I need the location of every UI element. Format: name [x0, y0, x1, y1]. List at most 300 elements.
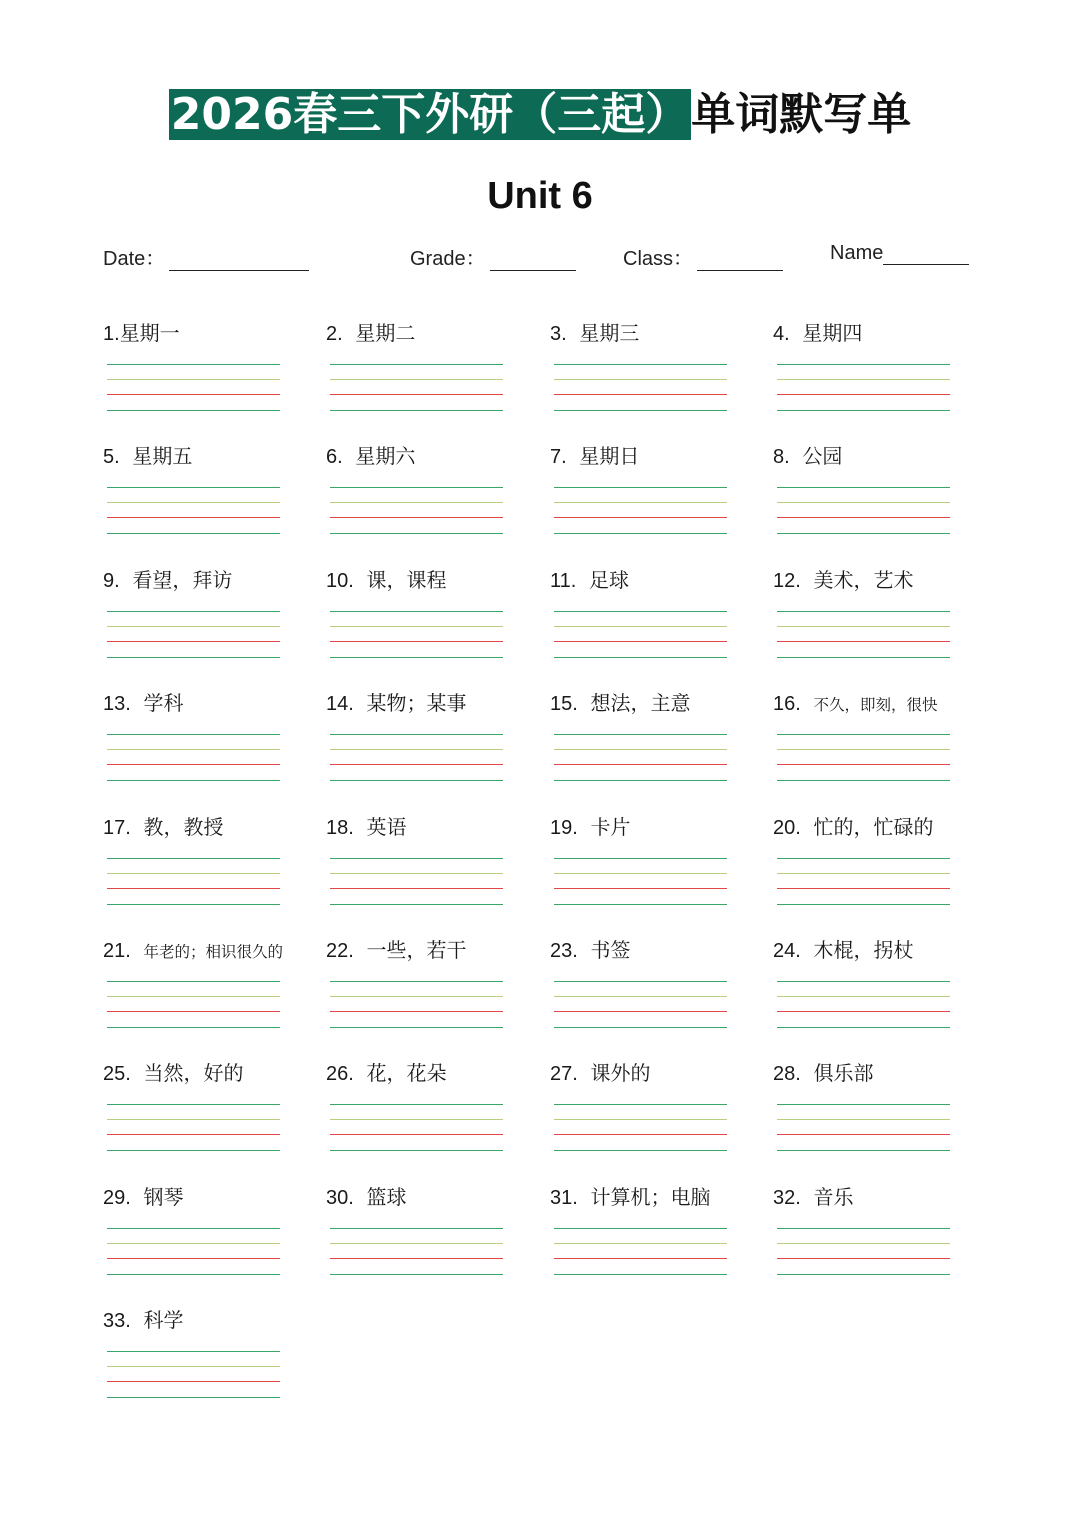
vocab-item	[773, 1060, 996, 1160]
name-field[interactable]	[830, 242, 969, 265]
vocab-meaning: 年老的；相识很久的	[143, 943, 284, 961]
spacer	[354, 1061, 367, 1085]
writing-line	[554, 394, 727, 395]
writing-line	[330, 657, 503, 658]
writing-line	[107, 734, 280, 735]
vocab-label	[103, 320, 180, 347]
writing-line	[554, 888, 727, 889]
writing-line	[330, 410, 503, 411]
vocab-item	[326, 690, 549, 790]
writing-line	[554, 981, 727, 982]
vocab-meaning: 星期六	[355, 444, 416, 468]
vocab-meaning: 某物；某事	[366, 691, 467, 715]
writing-lines[interactable]	[330, 981, 503, 1031]
spacer	[131, 1185, 144, 1209]
writing-lines[interactable]	[777, 981, 950, 1031]
writing-line	[777, 1104, 950, 1105]
writing-line	[554, 626, 727, 627]
vocab-meaning: 课，课程	[366, 568, 447, 592]
date-field[interactable]	[103, 242, 309, 271]
writing-line	[330, 611, 503, 612]
writing-line	[777, 1150, 950, 1151]
vocab-meaning: 星期日	[579, 444, 640, 468]
writing-lines[interactable]	[330, 1104, 503, 1154]
vocab-item	[103, 1184, 326, 1284]
writing-line	[554, 533, 727, 534]
writing-line	[330, 1134, 503, 1135]
writing-line	[330, 364, 503, 365]
writing-line	[554, 379, 727, 380]
writing-line	[777, 749, 950, 750]
writing-line	[777, 1134, 950, 1135]
spacer	[801, 938, 814, 962]
vocab-label	[550, 690, 691, 717]
writing-line	[777, 410, 950, 411]
writing-line	[554, 1150, 727, 1151]
writing-line	[330, 734, 503, 735]
writing-lines[interactable]	[554, 981, 727, 1031]
spacer	[578, 815, 591, 839]
vocab-number: 24.	[773, 940, 801, 962]
vocab-meaning: 星期五	[132, 444, 193, 468]
writing-line	[554, 517, 727, 518]
spacer	[790, 321, 803, 345]
writing-line	[330, 1258, 503, 1259]
title-rest: 单词默写单	[691, 89, 912, 140]
writing-lines[interactable]	[107, 1104, 280, 1154]
writing-line	[777, 533, 950, 534]
writing-line	[330, 904, 503, 905]
vocab-item	[550, 814, 773, 914]
spacer	[801, 568, 814, 592]
vocab-label	[773, 1184, 854, 1211]
writing-line	[777, 517, 950, 518]
vocab-label	[103, 443, 192, 470]
vocab-number: 16.	[773, 693, 801, 715]
writing-line	[107, 379, 280, 380]
vocab-meaning: 星期二	[355, 321, 416, 345]
vocab-label	[550, 1184, 711, 1211]
vocab-number: 7.	[550, 446, 567, 468]
vocab-meaning: 卡片	[590, 815, 631, 839]
writing-line	[107, 1351, 280, 1352]
writing-lines[interactable]	[554, 1104, 727, 1154]
writing-line	[777, 981, 950, 982]
vocab-label	[103, 1184, 184, 1211]
spacer	[354, 691, 367, 715]
vocab-label	[550, 320, 639, 347]
vocab-item	[326, 814, 549, 914]
writing-line	[554, 764, 727, 765]
vocab-number: 13.	[103, 693, 131, 715]
writing-line	[107, 904, 280, 905]
vocab-item	[103, 567, 326, 667]
writing-line	[777, 873, 950, 874]
writing-line	[554, 1011, 727, 1012]
writing-line	[107, 657, 280, 658]
spacer	[354, 938, 367, 962]
writing-line	[107, 764, 280, 765]
vocab-number: 21.	[103, 940, 131, 962]
writing-line	[554, 611, 727, 612]
writing-lines[interactable]	[554, 734, 727, 784]
spacer	[131, 1061, 144, 1085]
vocab-meaning: 星期一	[119, 321, 180, 345]
vocab-label	[103, 1060, 244, 1087]
vocab-label	[103, 567, 232, 594]
writing-line	[777, 641, 950, 642]
vocab-number: 9.	[103, 570, 120, 592]
vocab-number: 8.	[773, 446, 790, 468]
vocab-label	[773, 690, 938, 718]
vocab-meaning: 科学	[143, 1308, 184, 1332]
writing-line	[554, 1243, 727, 1244]
vocab-label	[326, 1060, 447, 1087]
page-title	[0, 86, 1080, 144]
spacer	[801, 1185, 814, 1209]
vocab-meaning: 花，花朵	[366, 1061, 447, 1085]
writing-line	[330, 1243, 503, 1244]
writing-lines[interactable]	[107, 1228, 280, 1278]
writing-lines[interactable]	[330, 611, 503, 661]
writing-lines[interactable]	[554, 858, 727, 908]
writing-line	[554, 641, 727, 642]
writing-lines[interactable]	[330, 364, 503, 414]
writing-line	[554, 502, 727, 503]
vocab-label	[550, 937, 631, 964]
vocab-number: 10.	[326, 570, 354, 592]
writing-line	[330, 996, 503, 997]
title-highlight: 2026春三下外研（三起）	[170, 89, 690, 140]
writing-line	[777, 734, 950, 735]
writing-line	[107, 888, 280, 889]
writing-line	[777, 657, 950, 658]
vocab-meaning: 当然，好的	[143, 1061, 244, 1085]
vocab-label	[326, 937, 467, 964]
writing-line	[330, 1119, 503, 1120]
writing-line	[777, 394, 950, 395]
writing-line	[107, 981, 280, 982]
writing-line	[330, 1027, 503, 1028]
writing-line	[554, 1228, 727, 1229]
vocab-item	[550, 1184, 773, 1284]
spacer	[131, 938, 144, 962]
writing-lines[interactable]	[107, 611, 280, 661]
spacer	[131, 691, 144, 715]
vocab-number: 18.	[326, 817, 354, 839]
vocab-label	[773, 1060, 874, 1087]
vocab-label	[103, 814, 224, 841]
spacer	[354, 1185, 367, 1209]
spacer	[354, 568, 367, 592]
spacer	[343, 444, 356, 468]
writing-lines[interactable]	[777, 364, 950, 414]
writing-line	[107, 502, 280, 503]
writing-line	[107, 533, 280, 534]
class-field[interactable]	[623, 242, 783, 271]
vocab-label	[103, 937, 283, 965]
writing-line	[777, 1274, 950, 1275]
vocab-number: 23.	[550, 940, 578, 962]
writing-line	[330, 487, 503, 488]
writing-line	[330, 1228, 503, 1229]
writing-line	[330, 641, 503, 642]
writing-line	[107, 641, 280, 642]
writing-line	[330, 379, 503, 380]
writing-line	[107, 1243, 280, 1244]
vocab-label	[326, 567, 447, 594]
writing-line	[777, 379, 950, 380]
unit-heading: Unit 6	[487, 175, 593, 217]
writing-lines[interactable]	[107, 487, 280, 537]
vocab-number: 14.	[326, 693, 354, 715]
vocab-label	[326, 814, 407, 841]
vocab-item	[326, 443, 549, 543]
vocab-number: 4.	[773, 323, 790, 345]
writing-line	[554, 1119, 727, 1120]
vocab-number: 12.	[773, 570, 801, 592]
vocab-item	[550, 567, 773, 667]
writing-line	[107, 1011, 280, 1012]
vocab-meaning: 俱乐部	[813, 1061, 874, 1085]
writing-lines[interactable]	[107, 981, 280, 1031]
spacer	[578, 1061, 591, 1085]
vocab-item	[103, 690, 326, 790]
vocab-label	[773, 567, 914, 594]
writing-line	[554, 1104, 727, 1105]
spacer	[120, 444, 133, 468]
vocab-item	[773, 1184, 996, 1284]
vocab-label	[550, 1060, 651, 1087]
writing-lines[interactable]	[777, 858, 950, 908]
writing-line	[554, 1027, 727, 1028]
vocab-meaning: 不久，即刻，很快	[813, 696, 938, 714]
vocab-meaning: 看望，拜访	[132, 568, 233, 592]
vocab-item	[326, 1184, 549, 1284]
vocab-number: 33.	[103, 1310, 131, 1332]
writing-line	[107, 1274, 280, 1275]
vocab-number: 6.	[326, 446, 343, 468]
writing-line	[777, 780, 950, 781]
writing-line	[107, 749, 280, 750]
vocab-meaning: 课外的	[590, 1061, 651, 1085]
writing-line	[330, 749, 503, 750]
writing-line	[777, 1027, 950, 1028]
writing-lines[interactable]	[330, 734, 503, 784]
writing-line	[107, 626, 280, 627]
spacer	[801, 1061, 814, 1085]
vocab-number: 25.	[103, 1063, 131, 1085]
vocab-meaning: 一些，若干	[366, 938, 467, 962]
vocab-meaning: 星期四	[802, 321, 863, 345]
vocab-number: 17.	[103, 817, 131, 839]
writing-line	[107, 1366, 280, 1367]
writing-line	[554, 1134, 727, 1135]
vocab-meaning: 想法，主意	[590, 691, 691, 715]
writing-lines[interactable]	[777, 1104, 950, 1154]
writing-lines[interactable]	[107, 364, 280, 414]
vocab-item	[103, 1060, 326, 1160]
writing-line	[330, 981, 503, 982]
vocab-label	[326, 443, 415, 470]
vocab-item	[103, 937, 326, 1037]
writing-line	[330, 502, 503, 503]
vocab-label	[326, 320, 415, 347]
writing-lines[interactable]	[554, 611, 727, 661]
vocab-item	[773, 814, 996, 914]
vocab-number: 2.	[326, 323, 343, 345]
vocab-meaning: 忙的，忙碌的	[813, 815, 934, 839]
vocab-item	[773, 443, 996, 543]
writing-lines[interactable]	[777, 611, 950, 661]
vocab-item	[550, 320, 773, 420]
writing-line	[107, 873, 280, 874]
vocab-label	[550, 567, 629, 594]
writing-line	[107, 1027, 280, 1028]
spacer	[578, 938, 591, 962]
vocab-meaning: 钢琴	[143, 1185, 184, 1209]
spacer	[578, 1185, 591, 1209]
vocab-label	[773, 937, 914, 964]
writing-line	[777, 502, 950, 503]
vocab-item	[103, 443, 326, 543]
writing-line	[107, 1150, 280, 1151]
writing-line	[777, 996, 950, 997]
writing-line	[777, 1258, 950, 1259]
writing-lines[interactable]	[777, 487, 950, 537]
vocab-item	[326, 567, 549, 667]
writing-lines[interactable]	[107, 734, 280, 784]
writing-line	[107, 858, 280, 859]
spacer	[120, 568, 133, 592]
writing-line	[777, 1011, 950, 1012]
writing-line	[777, 364, 950, 365]
name-label: Name	[830, 242, 884, 264]
spacer	[567, 321, 580, 345]
vocab-number: 15.	[550, 693, 578, 715]
date-label: Date：	[103, 248, 166, 270]
writing-line	[107, 394, 280, 395]
writing-line	[554, 996, 727, 997]
spacer	[131, 815, 144, 839]
vocab-number: 28.	[773, 1063, 801, 1085]
writing-line	[554, 410, 727, 411]
writing-line	[777, 1243, 950, 1244]
vocab-item	[103, 1307, 326, 1407]
class-blank[interactable]	[697, 248, 783, 271]
vocab-item	[773, 567, 996, 667]
writing-line	[554, 904, 727, 905]
writing-line	[330, 780, 503, 781]
spacer	[343, 321, 356, 345]
name-blank[interactable]	[883, 242, 969, 265]
class-label: Class：	[623, 248, 694, 270]
vocab-item	[773, 320, 996, 420]
vocab-item	[550, 937, 773, 1037]
writing-line	[107, 780, 280, 781]
spacer	[801, 691, 814, 715]
vocab-meaning: 美术，艺术	[813, 568, 914, 592]
grade-field[interactable]	[410, 242, 576, 271]
grade-label: Grade：	[410, 248, 486, 270]
vocab-meaning: 计算机；电脑	[590, 1185, 711, 1209]
writing-lines[interactable]	[554, 1228, 727, 1278]
vocab-number: 22.	[326, 940, 354, 962]
writing-line	[107, 487, 280, 488]
grade-blank[interactable]	[490, 248, 576, 271]
vocab-number: 3.	[550, 323, 567, 345]
vocab-number: 5.	[103, 446, 120, 468]
writing-lines[interactable]	[330, 858, 503, 908]
writing-line	[330, 888, 503, 889]
writing-line	[554, 1274, 727, 1275]
writing-line	[330, 1274, 503, 1275]
writing-line	[330, 1104, 503, 1105]
writing-line	[777, 858, 950, 859]
vocab-label	[550, 814, 631, 841]
vocab-number: 11.	[550, 570, 577, 592]
spacer	[578, 691, 591, 715]
writing-lines[interactable]	[330, 487, 503, 537]
writing-line	[330, 1011, 503, 1012]
writing-line	[777, 1228, 950, 1229]
writing-line	[330, 873, 503, 874]
writing-line	[554, 487, 727, 488]
vocab-meaning: 学科	[143, 691, 184, 715]
writing-line	[554, 873, 727, 874]
vocab-meaning: 篮球	[366, 1185, 407, 1209]
writing-lines[interactable]	[777, 1228, 950, 1278]
vocab-meaning: 教，教授	[143, 815, 224, 839]
writing-line	[554, 364, 727, 365]
writing-line	[554, 749, 727, 750]
writing-line	[777, 904, 950, 905]
writing-line	[107, 1258, 280, 1259]
writing-line	[330, 517, 503, 518]
writing-lines[interactable]	[554, 487, 727, 537]
writing-line	[107, 1381, 280, 1382]
writing-line	[777, 888, 950, 889]
writing-lines[interactable]	[107, 858, 280, 908]
spacer	[131, 1308, 144, 1332]
date-blank[interactable]	[169, 248, 309, 271]
writing-lines[interactable]	[330, 1228, 503, 1278]
writing-lines[interactable]	[777, 734, 950, 784]
vocab-number: 19.	[550, 817, 578, 839]
vocab-item	[550, 443, 773, 543]
vocab-meaning: 音乐	[813, 1185, 854, 1209]
spacer	[790, 444, 803, 468]
vocab-item	[326, 320, 549, 420]
writing-line	[554, 858, 727, 859]
spacer	[576, 568, 589, 592]
vocab-item	[103, 320, 326, 420]
writing-lines[interactable]	[554, 364, 727, 414]
vocab-meaning: 足球	[589, 568, 630, 592]
writing-line	[554, 734, 727, 735]
vocab-label	[326, 1184, 407, 1211]
vocab-number: 31.	[550, 1187, 578, 1209]
writing-lines[interactable]	[107, 1351, 280, 1401]
writing-line	[777, 1119, 950, 1120]
vocab-meaning: 星期三	[579, 321, 640, 345]
writing-line	[107, 1104, 280, 1105]
vocab-item	[550, 690, 773, 790]
vocab-label	[103, 690, 184, 717]
vocab-item	[326, 937, 549, 1037]
vocab-number: 27.	[550, 1063, 578, 1085]
writing-line	[107, 996, 280, 997]
